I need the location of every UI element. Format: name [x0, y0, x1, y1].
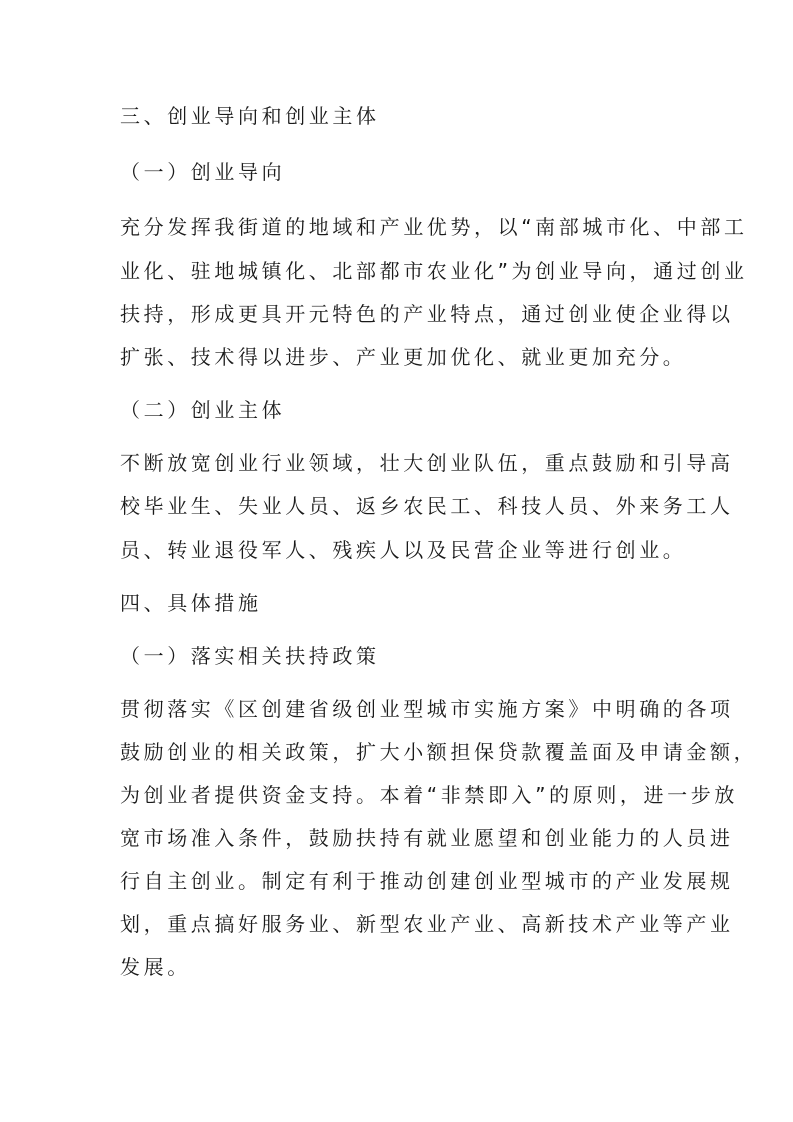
- paragraph-line: 扩张、技术得以进步、产业更加优化、就业更加充分。: [120, 345, 687, 369]
- paragraph-line: 校毕业生、失业人员、返乡农民工、科技人员、外来务工人: [120, 494, 734, 518]
- paragraph-line: 鼓励创业的相关政策，扩大小额担保贷款覆盖面及申请金额，: [120, 740, 758, 764]
- section-heading-3: 三、创业导向和创业主体: [120, 104, 380, 128]
- paragraph-line: 贯彻落实《区创建省级创业型城市实施方案》中明确的各项: [120, 697, 734, 721]
- paragraph-line: 业化、驻地城镇化、北部都市农业化”为创业导向，通过创业: [120, 259, 748, 283]
- paragraph-line: 发展。: [120, 955, 191, 979]
- paragraph-line: 员、转业退役军人、残疾人以及民营企业等进行创业。: [120, 538, 687, 562]
- paragraph-line: 不断放宽创业行业领域，壮大创业队伍，重点鼓励和引导高: [120, 451, 734, 475]
- paragraph-line: 扶持，形成更具开元特色的产业特点，通过创业使企业得以: [120, 302, 734, 326]
- paragraph-line: 划，重点搞好服务业、新型农业产业、高新技术产业等产业: [120, 912, 734, 936]
- subsection-heading-3-2: （二）创业主体: [120, 398, 286, 422]
- paragraph-line: 为创业者提供资金支持。本着“非禁即入”的原则，进一步放: [120, 783, 738, 807]
- section-heading-4: 四、具体措施: [120, 591, 262, 615]
- paragraph-line: 充分发挥我街道的地域和产业优势，以“南部城市化、中部工: [120, 215, 748, 239]
- subsection-heading-4-1: （一）落实相关扶持政策: [120, 644, 380, 668]
- subsection-heading-3-1: （一）创业导向: [120, 160, 286, 184]
- paragraph-line: 宽市场准入条件，鼓励扶持有就业愿望和创业能力的人员进: [120, 826, 734, 850]
- paragraph-line: 行自主创业。制定有利于推动创建创业型城市的产业发展规: [120, 869, 734, 893]
